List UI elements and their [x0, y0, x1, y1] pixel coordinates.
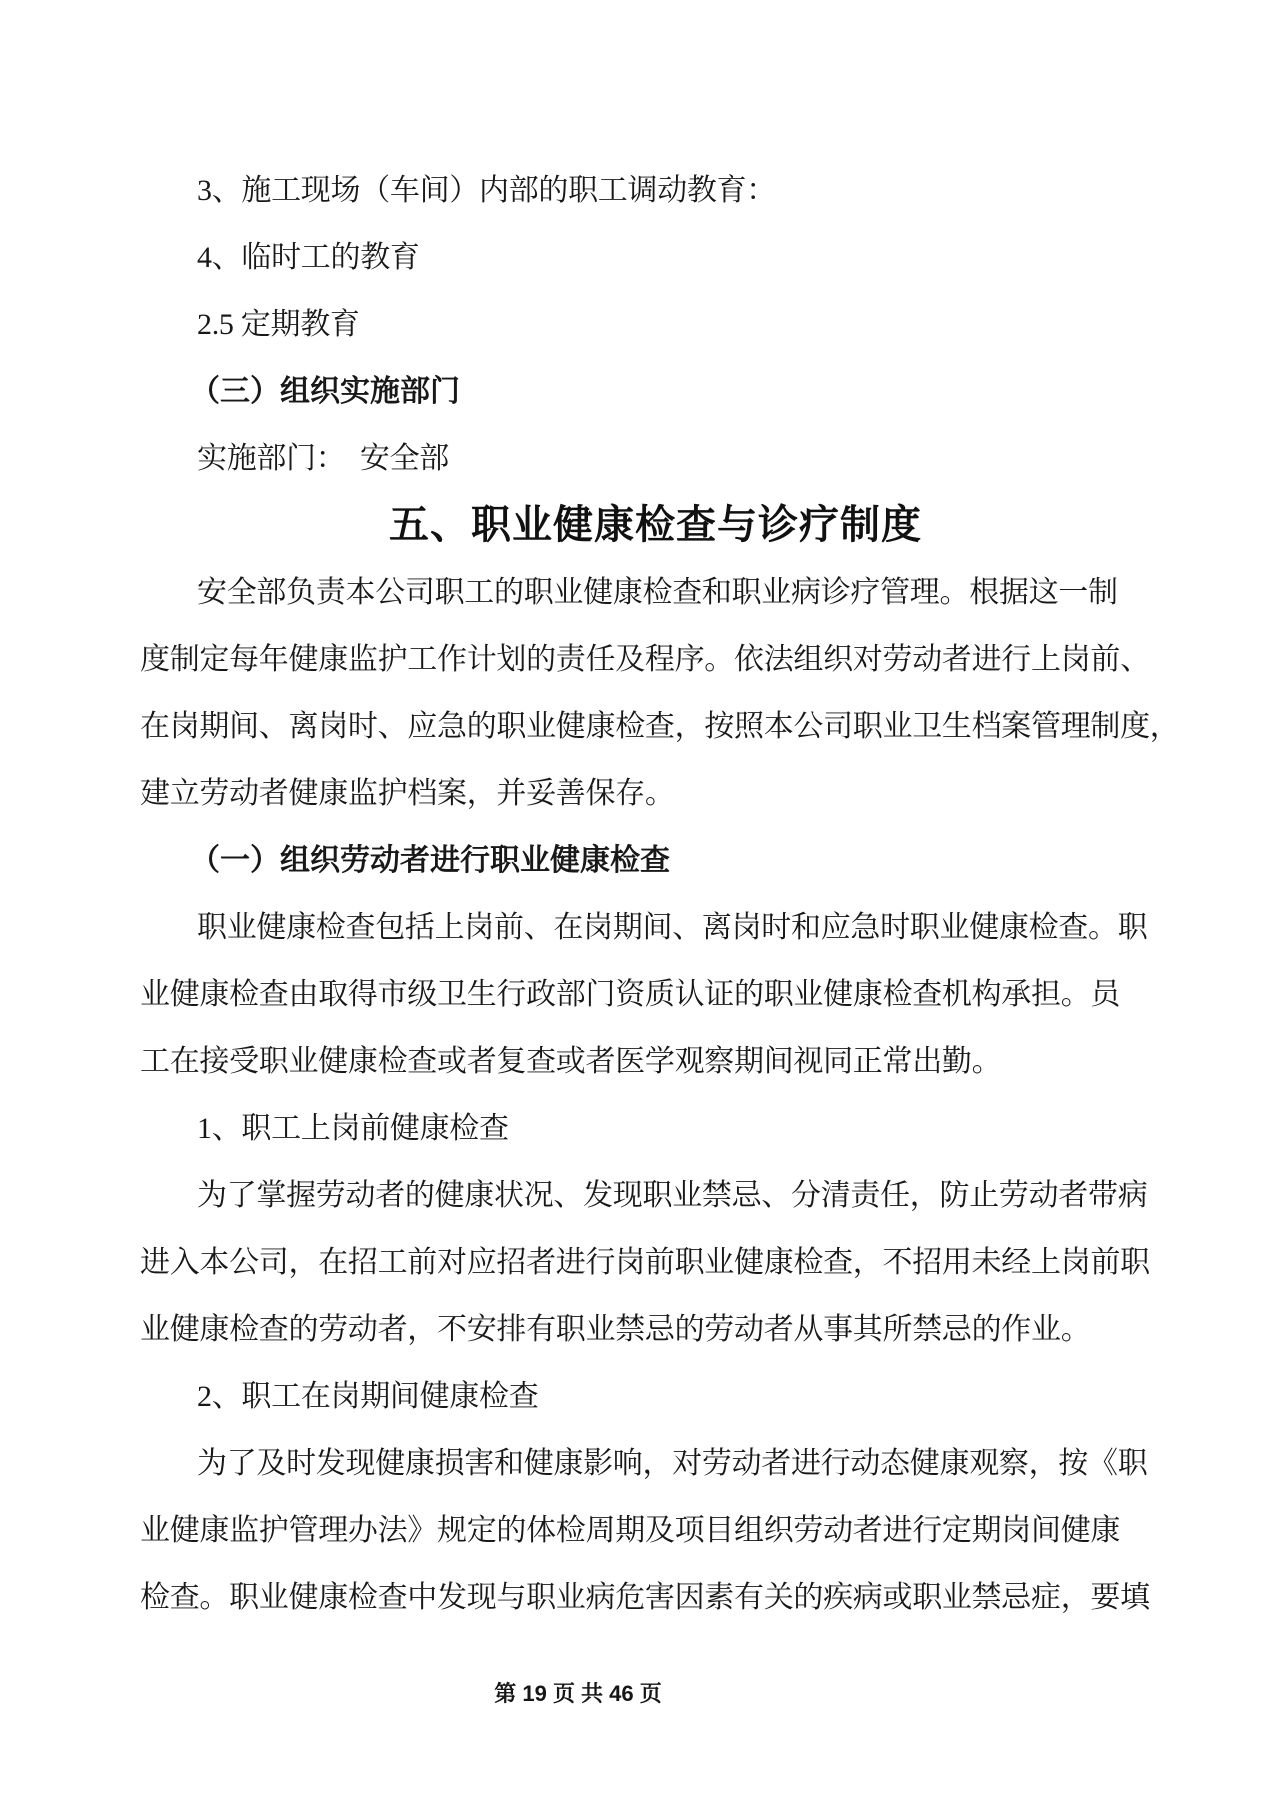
document-line: 业健康检查由取得市级卫生行政部门资质认证的职业健康检查机构承担。员 [140, 978, 1121, 1011]
page-footer [0, 1672, 1156, 1716]
footer-prefix: 第 [494, 1681, 523, 1706]
footer-middle: 页 共 [546, 1681, 610, 1706]
document-line: 4、临时工的教育 [197, 241, 420, 274]
document-line: 度制定每年健康监护工作计划的责任及程序。依法组织对劳动者进行上岗前、 [140, 643, 1150, 676]
document-line: 检查。职业健康检查中发现与职业病危害因素有关的疾病或职业禁忌症，要填 [140, 1581, 1150, 1614]
document-line: （三）组织实施部门 [190, 375, 460, 408]
document-line: 为了及时发现健康损害和健康影响，对劳动者进行动态健康观察，按《职 [197, 1447, 1148, 1480]
document-line: 进入本公司，在招工前对应招者进行岗前职业健康检查，不招用未经上岗前职 [140, 1246, 1150, 1279]
document-line: 工在接受职业健康检查或者复查或者医学观察期间视同正常出勤。 [140, 1045, 1002, 1078]
document-line: 建立劳动者健康监护档案，并妥善保存。 [140, 777, 675, 810]
document-line: 业健康检查的劳动者，不安排有职业禁忌的劳动者从事其所禁忌的作业。 [140, 1313, 1091, 1346]
document-line: 在岗期间、离岗时、应急的职业健康检查，按照本公司职业卫生档案管理制度， [140, 710, 1180, 743]
document-line: （一）组织劳动者进行职业健康检查 [190, 844, 670, 877]
document-line: 五、职业健康检查与诊疗制度 [389, 503, 922, 547]
document-line: 2.5 定期教育 [197, 308, 360, 341]
document-line: 2、职工在岗期间健康检查 [197, 1380, 539, 1413]
document-body [140, 157, 1180, 1631]
document-line: 3、施工现场（车间）内部的职工调动教育： [197, 174, 776, 207]
document-line: 实施部门： 安全部 [197, 442, 449, 475]
document-line: 业健康监护管理办法》规定的体检周期及项目组织劳动者进行定期岗间健康 [140, 1514, 1121, 1547]
footer-total-pages: 46 [609, 1681, 634, 1706]
footer-current-page: 19 [522, 1681, 547, 1706]
footer-suffix: 页 [633, 1681, 662, 1706]
document-line: 安全部负责本公司职工的职业健康检查和职业病诊疗管理。根据这一制 [197, 576, 1118, 609]
document-line: 1、职工上岗前健康检查 [197, 1112, 509, 1145]
document-line: 职业健康检查包括上岗前、在岗期间、离岗时和应急时职业健康检查。职 [197, 911, 1148, 944]
document-line: 为了掌握劳动者的健康状况、发现职业禁忌、分清责任，防止劳动者带病 [197, 1179, 1148, 1212]
